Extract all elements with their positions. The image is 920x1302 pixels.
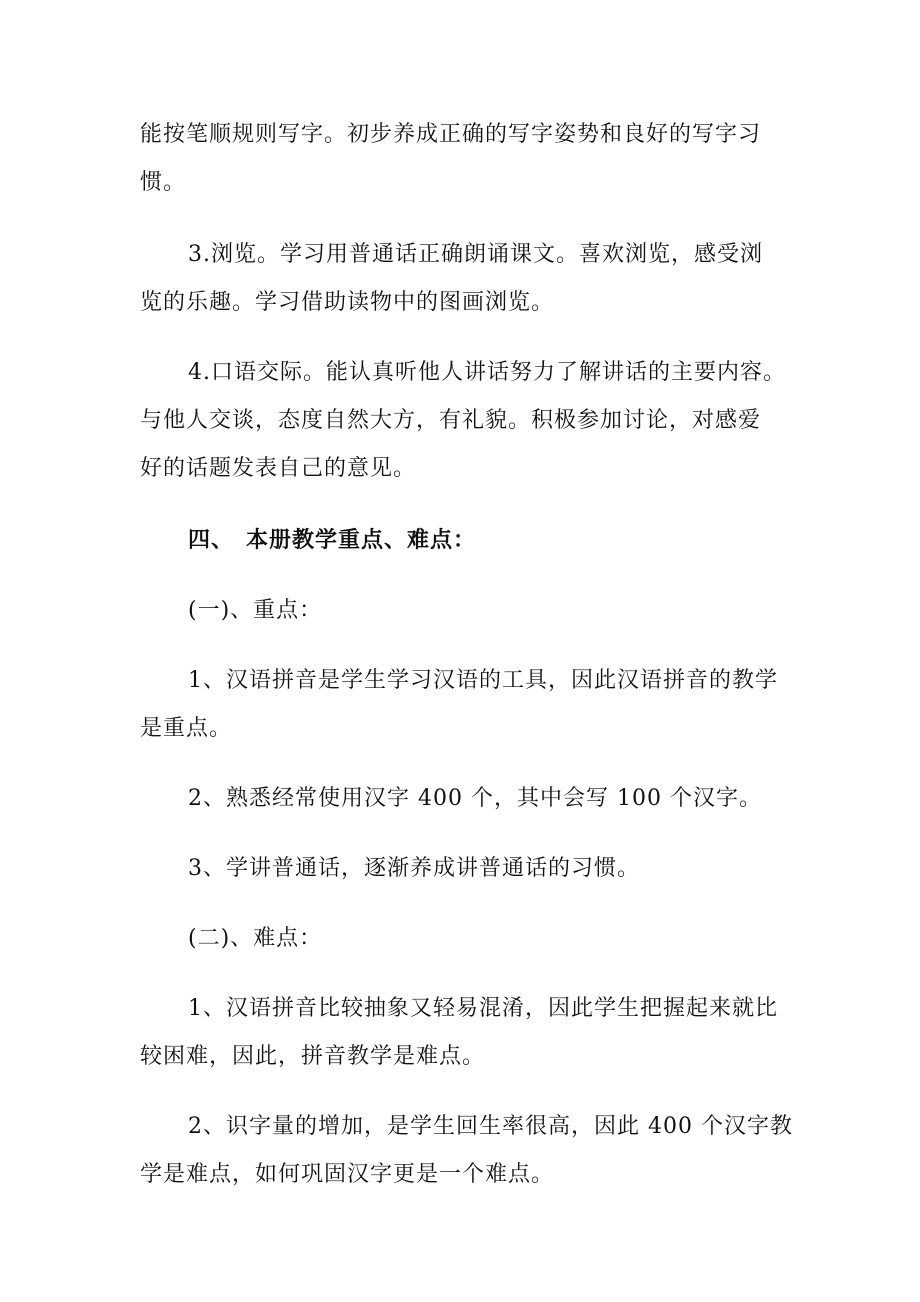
text-line: 4.口语交际。能认真听他人讲话努力了解讲话的主要内容。 xyxy=(188,360,786,385)
text-line: 2、识字量的增加，是学生回生率很高，因此 400 个汉字教 xyxy=(188,1114,793,1139)
subsection-heading: (一)、重点： xyxy=(188,598,323,623)
text-line: 较困难，因此，拼音教学是难点。 xyxy=(140,1044,486,1069)
text-line: 3.浏览。学习用普通话正确朗诵课文。喜欢浏览，感受浏 xyxy=(188,242,763,267)
text-line: 好的话题发表自己的意见。 xyxy=(140,456,417,481)
text-line: 览的乐趣。学习借助读物中的图画浏览。 xyxy=(140,290,555,315)
text-line: 能按笔顺规则写字。初步养成正确的写字姿势和良好的写字习 xyxy=(140,122,762,147)
text-line: 3、学讲普通话，逐渐养成讲普通话的习惯。 xyxy=(188,856,640,881)
section-heading: 四、 本册教学重点、难点： xyxy=(188,527,477,553)
text-line: 1、汉语拼音是学生学习汉语的工具，因此汉语拼音的教学 xyxy=(188,668,778,693)
text-line: 惯。 xyxy=(140,170,187,195)
text-line: 是重点。 xyxy=(140,716,233,741)
subsection-heading: (二)、难点： xyxy=(188,926,323,951)
text-line: 与他人交谈，态度自然大方，有礼貌。积极参加讨论，对感爱 xyxy=(140,408,762,433)
text-line: 1、汉语拼音比较抽象又轻易混淆，因此学生把握起来就比 xyxy=(188,996,778,1021)
text-line: 2、熟悉经常使用汉字 400 个，其中会写 100 个汉字。 xyxy=(188,786,762,811)
text-line: 学是难点，如何巩固汉字更是一个难点。 xyxy=(140,1162,555,1187)
